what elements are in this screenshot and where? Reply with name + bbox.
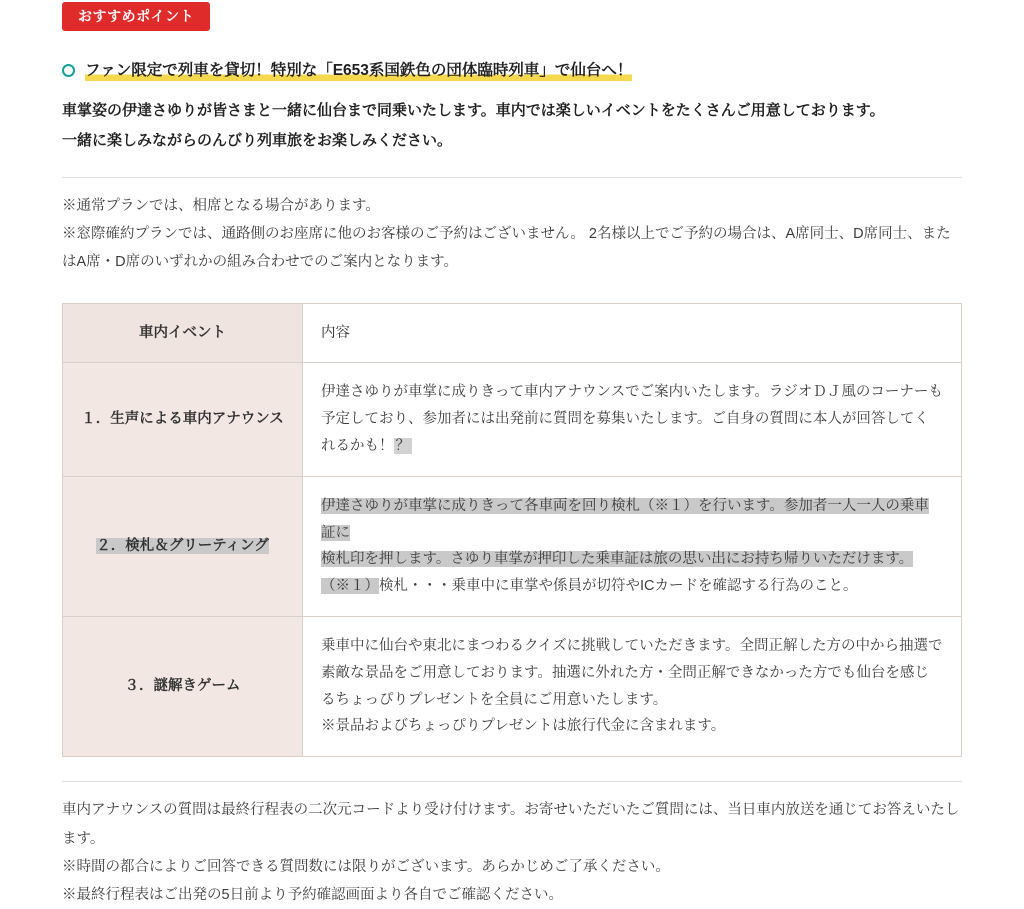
notes-block [62,192,962,277]
event-label-3: ３．謎解きゲーム [63,617,303,757]
table-row [63,617,962,757]
event-content-2-line-2-text: 検札印を押します。さゆり車掌が押印した乗車証は旅の思い出にお持ち帰りいただけます。 [321,551,914,568]
event-content-1-tail: ？ [395,437,410,454]
event-label-2 [63,476,303,616]
footer-line-1: 車内アナウンスの質問は最終行程表の二次元コードより受け付けます。お寄せいただいたご質問には、当日車内放送を通じてお答えいたします。 [62,802,960,847]
event-content-1-main: 伊達さゆりが車掌に成りきって車内アナウンスでご案内いたします。ラジオＤＪ風のコーナーも予定しており、参加者には出発前に質問を募集いたします。ご自身の質問に本人が回答してくれるかも！ [321,384,943,454]
table-header-event: 車内イベント [63,303,303,363]
event-content-2-line-1-text: 伊達さゆりが車掌に成りきって各車両を回り検札（※１）を行います。参加者一人一人の乗車証に [321,497,929,541]
event-label-2-text: ２．検札＆グリーティング [96,538,269,555]
recommended-points-badge: おすすめポイント [62,2,210,31]
lead-paragraph [62,96,962,155]
headline-row [62,59,962,82]
event-content-2-line-2 [321,546,943,573]
event-content-1-text [321,379,943,459]
event-content-1 [303,363,962,476]
event-label-1: １．生声による車内アナウンス [63,363,303,476]
note-line-2: ※窓際確約プランでは、通路側のお座席に他のお客様のご予約はございません。 2名様以上でご予約の場合は、A席同士、D席同士、またはA席・D席のいずれかの組み合わせでのご案内となります。 [62,226,951,271]
event-content-2-line-3 [321,573,943,600]
lead-line-1: 車掌姿の伊達さゆりが皆さまと一緒に仙台まで同乗いたします。車内では楽しいイベントをたくさんご用意しております。 [62,102,885,120]
table-header-row [63,303,962,363]
event-content-2-line-3-selected: （※１） [321,578,379,595]
table-row [63,476,962,616]
event-content-2-line-1 [321,493,943,547]
table-row [63,363,962,476]
note-line-1: ※通常プランでは、相席となる場合があります。 [62,197,380,214]
badge-row [62,0,962,31]
event-content-3 [303,617,962,757]
event-content-2 [303,476,962,616]
page-title: ファン限定で列車を貸切！特別な「E653系国鉄色の団体臨時列車」で仙台へ！ [85,59,632,82]
table-header-content: 内容 [303,303,962,363]
event-content-3-line-1: 乗車中に仙台や東北にまつわるクイズに挑戦していただきます。全問正解した方の中から抽選で素敵な景品をご用意しております。抽選に外れた方・全問正解できなかった方でも仙台を感じるちょっぴりプレゼントを全員にご用意いたします。 [321,638,943,708]
footer-line-2: ※時間の都合によりご回答できる質問数には限りがございます。あらかじめご了承ください。 [62,858,670,875]
event-content-2-line-3-rest: 検札・・・乗車中に車掌や係員が切符やICカードを確認する行為のこと。 [379,578,858,595]
circle-bullet-icon [62,64,75,77]
divider-bottom [62,781,962,782]
divider-top [62,177,962,178]
footer-line-3: ※最終行程表はご出発の5日前より予約確認画面より各自でご確認ください。 [62,887,564,904]
lead-line-2: 一緒に楽しみながらのんびり列車旅をお楽しみください。 [62,131,453,149]
onboard-events-table [62,303,962,758]
event-content-3-line-2: ※景品およびちょっぴりプレゼントは旅行代金に含まれます。 [321,718,726,735]
footer-notes [62,796,962,909]
